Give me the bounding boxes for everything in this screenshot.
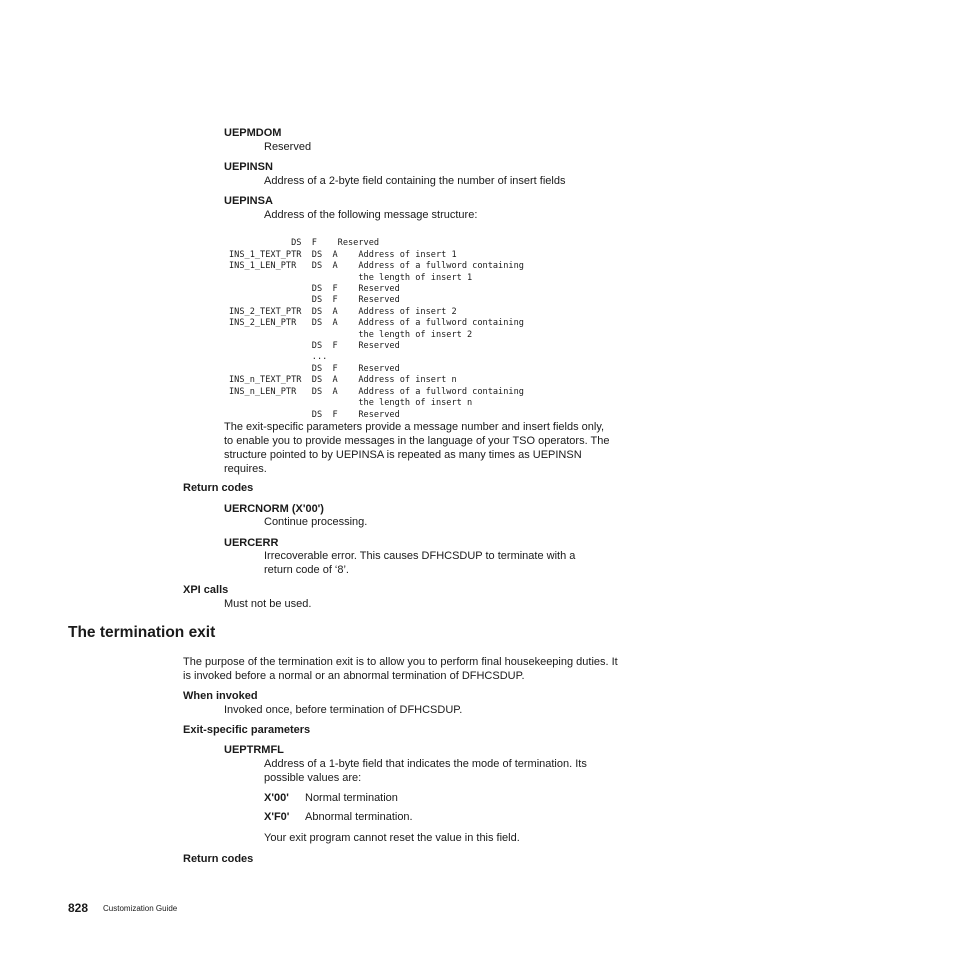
heading-xpi-calls: XPI calls (183, 584, 229, 596)
intro-paragraph: The purpose of the termination exit is to allow you to perform final housekeeping duties. It is invoked before a normal or an abnormal termination of DFHCSDUP. (183, 656, 618, 682)
heading-return-codes: Return codes (183, 482, 254, 494)
code-line: ... (229, 352, 328, 363)
code-line: the length of insert 2 (229, 329, 473, 340)
heading-when-invoked: When invoked (183, 690, 258, 702)
code-line: DS F Reserved (229, 409, 400, 420)
code-line: DS F Reserved (229, 363, 400, 374)
desc-when-invoked: Invoked once, before termination of DFHCSDUP. (224, 704, 463, 716)
desc-xpi-calls: Must not be used. (224, 598, 312, 610)
desc-uercnorm: Continue processing. (264, 516, 368, 528)
code-block (229, 227, 524, 444)
term-uepinsn: UEPINSN (224, 161, 273, 173)
value-code: X'00' (264, 792, 289, 804)
code-line: INS_1_TEXT_PTR DS A Address of insert 1 (229, 249, 457, 260)
heading-return-codes: Return codes (183, 853, 254, 865)
desc-uercerr: Irrecoverable error. This causes DFHCSDUP to terminate with a return code of ‘8’. (264, 550, 576, 576)
code-line: DS F Reserved (229, 341, 400, 352)
code-line: INS_1_LEN_PTR DS A Address of a fullword containing (229, 261, 524, 272)
term-uepinsa: UEPINSA (224, 195, 273, 207)
desc-ueptrmfl: Address of a 1-byte field that indicates the mode of termination. Its possible values are: (264, 758, 587, 784)
book-title: Customization Guide (103, 904, 178, 913)
code-line: INS_n_LEN_PTR DS A Address of a fullword containing (229, 386, 524, 397)
term-uercerr: UERCERR (224, 537, 279, 549)
code-line: DS F Reserved (229, 295, 400, 306)
term-uercnorm: UERCNORM (X'00') (224, 503, 324, 515)
value-meaning: Normal termination (305, 792, 398, 804)
exit-specific-paragraph: The exit-specific parameters provide a message number and insert fields only, to enable you to provide messages in the language of your TSO operators. The structure pointed to by UEPINSA is repeated as many times as UEPINSN requires. (224, 421, 610, 475)
term-ueptrmfl: UEPTRMFL (224, 744, 284, 756)
desc-uepinsn: Address of a 2-byte field containing the number of insert fields (264, 175, 566, 187)
code-line: INS_n_TEXT_PTR DS A Address of insert n (229, 375, 457, 386)
heading-exit-specific-parameters: Exit-specific parameters (183, 724, 311, 736)
section-title: The termination exit (68, 624, 216, 641)
code-line: INS_2_LEN_PTR DS A Address of a fullword containing (229, 318, 524, 329)
page-number: 828 (68, 901, 89, 915)
value-meaning: Abnormal termination. (305, 811, 413, 823)
code-line: DS F Reserved (229, 238, 380, 249)
term-uepmdom: UEPMDOM (224, 127, 282, 139)
code-line: DS F Reserved (229, 284, 400, 295)
code-line: the length of insert n (229, 398, 473, 409)
code-line: INS_2_TEXT_PTR DS A Address of insert 2 (229, 306, 457, 317)
desc-uepmdom: Reserved (264, 141, 312, 153)
desc-uepinsa: Address of the following message structure: (264, 209, 478, 221)
code-line: the length of insert 1 (229, 272, 473, 283)
ueptrmfl-note: Your exit program cannot reset the value in this field. (264, 832, 520, 844)
value-code: X'F0' (264, 811, 290, 823)
